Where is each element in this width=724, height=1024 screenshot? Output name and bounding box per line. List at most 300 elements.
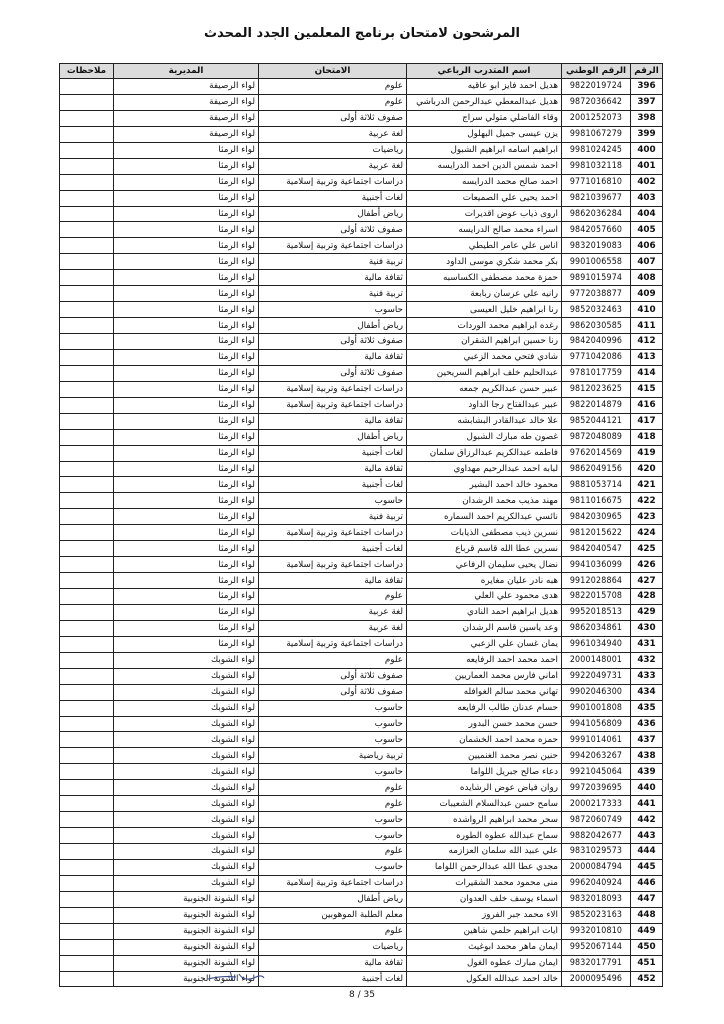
cell-notes [60, 334, 114, 350]
table-row [60, 79, 663, 95]
cell-national-id: 2000217333 [562, 796, 631, 812]
cell-num: 430 [631, 620, 663, 636]
cell-num: 396 [631, 79, 663, 95]
cell-notes [60, 668, 114, 684]
cell-notes [60, 142, 114, 158]
cell-num: 401 [631, 158, 663, 174]
cell-national-id: 2000148001 [562, 652, 631, 668]
cell-exam: حاسوب [259, 700, 407, 716]
table-body [60, 79, 663, 987]
cell-notes [60, 844, 114, 860]
table-row [60, 142, 663, 158]
table-row [60, 110, 663, 126]
table-row [60, 174, 663, 190]
table-row [60, 158, 663, 174]
cell-num: 451 [631, 955, 663, 971]
cell-directorate: لواء الشوبك [114, 716, 259, 732]
cell-name: رغده ابراهيم محمد الوردات [407, 318, 562, 334]
cell-national-id: 9852044121 [562, 413, 631, 429]
cell-exam: صفوف ثلاثة أولى [259, 334, 407, 350]
cell-exam: حاسوب [259, 828, 407, 844]
cell-notes [60, 828, 114, 844]
cell-national-id: 9902046300 [562, 684, 631, 700]
cell-exam: لغة عربية [259, 604, 407, 620]
cell-name: احمد محمد احمد الرفايعه [407, 652, 562, 668]
table-row [60, 955, 663, 971]
cell-notes [60, 525, 114, 541]
header-name: اسم المتدرب الرباعي [407, 64, 562, 79]
cell-num: 422 [631, 493, 663, 509]
cell-national-id: 9831029573 [562, 844, 631, 860]
cell-exam: صفوف ثلاثة أولى [259, 110, 407, 126]
cell-national-id: 2000095496 [562, 971, 631, 987]
cell-directorate: لواء الرمثا [114, 206, 259, 222]
cell-exam: ثقافة مالية [259, 413, 407, 429]
cell-notes [60, 891, 114, 907]
cell-exam: تربية فنية [259, 286, 407, 302]
cell-notes [60, 589, 114, 605]
cell-national-id: 9891015974 [562, 270, 631, 286]
cell-num: 449 [631, 923, 663, 939]
cell-national-id: 9872036642 [562, 94, 631, 110]
cell-directorate: لواء الرمثا [114, 381, 259, 397]
cell-directorate: لواء الشوبك [114, 652, 259, 668]
cell-national-id: 9942063267 [562, 748, 631, 764]
cell-national-id: 9972039695 [562, 780, 631, 796]
cell-directorate: لواء الرمثا [114, 190, 259, 206]
cell-name: احمد يحيى علي الصميعات [407, 190, 562, 206]
table-row [60, 126, 663, 142]
cell-notes [60, 190, 114, 206]
cell-exam: دراسات اجتماعية وتربية إسلامية [259, 397, 407, 413]
cell-name: حنين نصر محمد الغنميين [407, 748, 562, 764]
cell-directorate: لواء الرمثا [114, 222, 259, 238]
cell-notes [60, 94, 114, 110]
cell-name: اماني فارس محمد العماريين [407, 668, 562, 684]
cell-exam: ثقافة مالية [259, 270, 407, 286]
table-row [60, 206, 663, 222]
table-row [60, 764, 663, 780]
cell-num: 415 [631, 381, 663, 397]
cell-national-id: 9852023163 [562, 907, 631, 923]
cell-name: روان فياض عوض الرشايده [407, 780, 562, 796]
cell-national-id: 9852032463 [562, 302, 631, 318]
cell-num: 411 [631, 318, 663, 334]
table-row [60, 589, 663, 605]
cell-exam: دراسات اجتماعية وتربية إسلامية [259, 557, 407, 573]
cell-num: 445 [631, 859, 663, 875]
cell-name: علي عبيد الله سلمان العزازمه [407, 844, 562, 860]
cell-num: 410 [631, 302, 663, 318]
cell-directorate: لواء الرمثا [114, 636, 259, 652]
cell-directorate: لواء الرمثا [114, 461, 259, 477]
cell-directorate: لواء الرمثا [114, 541, 259, 557]
cell-directorate: لواء الرمثا [114, 142, 259, 158]
cell-directorate: لواء الرمثا [114, 270, 259, 286]
cell-name: شادي فتحي محمد الزعبي [407, 349, 562, 365]
cell-exam: رياضيات [259, 939, 407, 955]
table-row [60, 604, 663, 620]
cell-num: 407 [631, 254, 663, 270]
cell-notes [60, 573, 114, 589]
cell-notes [60, 222, 114, 238]
cell-directorate: لواء الشونة الجنوبية [114, 923, 259, 939]
cell-national-id: 9781017759 [562, 365, 631, 381]
cell-notes [60, 780, 114, 796]
table-row [60, 461, 663, 477]
cell-directorate: لواء الرمثا [114, 365, 259, 381]
cell-directorate: لواء الرمثا [114, 573, 259, 589]
cell-notes [60, 445, 114, 461]
cell-name: علا خالد عبدالقادر البشابشه [407, 413, 562, 429]
cell-notes [60, 349, 114, 365]
cell-national-id: 9981024245 [562, 142, 631, 158]
cell-num: 424 [631, 525, 663, 541]
cell-notes [60, 158, 114, 174]
cell-name: نسرين ذيب مصطفى الذيابات [407, 525, 562, 541]
cell-national-id: 2000084794 [562, 859, 631, 875]
cell-notes [60, 923, 114, 939]
cell-national-id: 9842040996 [562, 334, 631, 350]
cell-name: رانيه علي عرسان ربابعة [407, 286, 562, 302]
cell-exam: حاسوب [259, 732, 407, 748]
cell-num: 421 [631, 477, 663, 493]
cell-national-id: 9832019083 [562, 238, 631, 254]
cell-exam: لغات أجنبية [259, 190, 407, 206]
cell-notes [60, 397, 114, 413]
cell-notes [60, 907, 114, 923]
cell-directorate: لواء الرمثا [114, 477, 259, 493]
cell-notes [60, 875, 114, 891]
cell-directorate: لواء الرمثا [114, 302, 259, 318]
cell-directorate: لواء الرمثا [114, 620, 259, 636]
cell-num: 399 [631, 126, 663, 142]
table-row [60, 365, 663, 381]
cell-name: سامح حسن عبدالسلام الشعيبات [407, 796, 562, 812]
cell-national-id: 9862030585 [562, 318, 631, 334]
cell-directorate: لواء الشوبك [114, 684, 259, 700]
cell-name: دعاء صالح جبريل اللواما [407, 764, 562, 780]
cell-name: هبه نادر عليان مغايره [407, 573, 562, 589]
table-row [60, 748, 663, 764]
header-notes: ملاحظات [60, 64, 114, 79]
cell-national-id: 9822015708 [562, 589, 631, 605]
cell-directorate: لواء الرمثا [114, 174, 259, 190]
page-number: 8 / 35 [349, 990, 375, 1000]
cell-num: 402 [631, 174, 663, 190]
cell-num: 436 [631, 716, 663, 732]
table-row [60, 828, 663, 844]
cell-num: 408 [631, 270, 663, 286]
cell-num: 433 [631, 668, 663, 684]
cell-name: ايات ابراهيم حلمي شاهين [407, 923, 562, 939]
table-row [60, 620, 663, 636]
cell-num: 446 [631, 875, 663, 891]
table-row [60, 668, 663, 684]
cell-notes [60, 381, 114, 397]
cell-num: 409 [631, 286, 663, 302]
table-row [60, 334, 663, 350]
table-row [60, 94, 663, 110]
table-row [60, 190, 663, 206]
cell-name: اسماء يوسف خلف العدوان [407, 891, 562, 907]
cell-notes [60, 859, 114, 875]
cell-exam: دراسات اجتماعية وتربية إسلامية [259, 525, 407, 541]
cell-exam: تربية رياضية [259, 748, 407, 764]
cell-num: 438 [631, 748, 663, 764]
cell-name: رنا حسين ابراهيم الشقران [407, 334, 562, 350]
cell-name: رنا ابراهيم خليل العيسى [407, 302, 562, 318]
cell-directorate: لواء الرمثا [114, 158, 259, 174]
cell-directorate: لواء الشونة الجنوبية [114, 939, 259, 955]
cell-national-id: 9882042677 [562, 828, 631, 844]
table-row [60, 971, 663, 987]
table-row [60, 573, 663, 589]
cell-directorate: لواء الرصيفة [114, 94, 259, 110]
cell-name: الاء محمد جبر الفروز [407, 907, 562, 923]
cell-notes [60, 254, 114, 270]
cell-directorate: لواء الرمثا [114, 238, 259, 254]
cell-directorate: لواء الرمثا [114, 589, 259, 605]
cell-num: 432 [631, 652, 663, 668]
cell-name: حسن محمد حسن البدور [407, 716, 562, 732]
cell-exam: رياضيات [259, 142, 407, 158]
cell-directorate: لواء الشوبك [114, 796, 259, 812]
cell-num: 417 [631, 413, 663, 429]
cell-exam: حاسوب [259, 859, 407, 875]
cell-num: 425 [631, 541, 663, 557]
cell-name: مهند مذيب محمد الرشدان [407, 493, 562, 509]
cell-directorate: لواء الشوبك [114, 764, 259, 780]
cell-exam: رياض أطفال [259, 891, 407, 907]
cell-exam: لغات أجنبية [259, 541, 407, 557]
cell-exam: حاسوب [259, 764, 407, 780]
header-directorate: المديرية [114, 64, 259, 79]
cell-national-id: 9771042086 [562, 349, 631, 365]
cell-national-id: 9991014061 [562, 732, 631, 748]
cell-num: 428 [631, 589, 663, 605]
cell-directorate: لواء الشوبك [114, 844, 259, 860]
cell-notes [60, 509, 114, 525]
cell-exam: علوم [259, 589, 407, 605]
cell-name: نائسي عبدالكريم احمد السماره [407, 509, 562, 525]
table-row [60, 270, 663, 286]
cell-exam: لغة عربية [259, 126, 407, 142]
table-row [60, 541, 663, 557]
cell-name: اناس علي عامر الطيطي [407, 238, 562, 254]
cell-num: 397 [631, 94, 663, 110]
cell-notes [60, 365, 114, 381]
table-row [60, 780, 663, 796]
table-row [60, 557, 663, 573]
table-row [60, 684, 663, 700]
cell-directorate: لواء الشوبك [114, 700, 259, 716]
cell-national-id: 9862049156 [562, 461, 631, 477]
table-row [60, 509, 663, 525]
cell-exam: حاسوب [259, 716, 407, 732]
table-row [60, 875, 663, 891]
cell-name: هدى محمود علي العلي [407, 589, 562, 605]
header-exam: الامتحان [259, 64, 407, 79]
cell-exam: رياض أطفال [259, 206, 407, 222]
cell-num: 441 [631, 796, 663, 812]
cell-exam: تربية فنية [259, 509, 407, 525]
cell-name: عبدالحليم خلف ابراهيم السريحين [407, 365, 562, 381]
cell-notes [60, 971, 114, 987]
cell-num: 426 [631, 557, 663, 573]
cell-exam: ثقافة مالية [259, 955, 407, 971]
cell-national-id: 9842030965 [562, 509, 631, 525]
table-row [60, 238, 663, 254]
table-row [60, 732, 663, 748]
cell-notes [60, 604, 114, 620]
cell-notes [60, 652, 114, 668]
cell-exam: دراسات اجتماعية وتربية إسلامية [259, 238, 407, 254]
cell-national-id: 9811016675 [562, 493, 631, 509]
cell-exam: تربية فنية [259, 254, 407, 270]
table-row [60, 844, 663, 860]
cell-directorate: لواء الرمثا [114, 349, 259, 365]
table-header-row [60, 64, 663, 79]
cell-national-id: 9832018093 [562, 891, 631, 907]
table-row [60, 859, 663, 875]
cell-national-id: 9842040547 [562, 541, 631, 557]
cell-notes [60, 493, 114, 509]
cell-name: فاطمه عبدالكريم عبدالرزاق سلمان [407, 445, 562, 461]
cell-name: غصون طه مبارك الشبول [407, 429, 562, 445]
table-row [60, 891, 663, 907]
cell-num: 439 [631, 764, 663, 780]
cell-exam: معلم الطلبة الموهوبين [259, 907, 407, 923]
cell-name: عبير عبدالفتاح رجا الداود [407, 397, 562, 413]
cell-national-id: 9941036099 [562, 557, 631, 573]
cell-name: احمد صالح محمد الدرايسه [407, 174, 562, 190]
cell-directorate: لواء الرمثا [114, 397, 259, 413]
cell-exam: علوم [259, 780, 407, 796]
cell-name: نضال يحيى سليمان الرفاعي [407, 557, 562, 573]
cell-national-id: 9941056809 [562, 716, 631, 732]
cell-notes [60, 716, 114, 732]
cell-num: 403 [631, 190, 663, 206]
cell-notes [60, 461, 114, 477]
cell-national-id: 9961034940 [562, 636, 631, 652]
cell-name: لبابه احمد عبدالرحيم مهداوي [407, 461, 562, 477]
table-row [60, 493, 663, 509]
cell-name: مجدي عطا الله عبدالرحمن اللواما [407, 859, 562, 875]
cell-exam: صفوف ثلاثة أولى [259, 668, 407, 684]
cell-num: 414 [631, 365, 663, 381]
cell-notes [60, 174, 114, 190]
cell-directorate: لواء الشوبك [114, 732, 259, 748]
cell-national-id: 9912028864 [562, 573, 631, 589]
cell-exam: لغات أجنبية [259, 971, 407, 987]
cell-notes [60, 477, 114, 493]
cell-national-id: 9881053714 [562, 477, 631, 493]
cell-directorate: لواء الشوبك [114, 828, 259, 844]
cell-num: 431 [631, 636, 663, 652]
cell-num: 405 [631, 222, 663, 238]
cell-exam: علوم [259, 94, 407, 110]
cell-name: عبير حسن عبدالكريم جمعه [407, 381, 562, 397]
cell-notes [60, 684, 114, 700]
cell-name: ابراهيم اسامه ابراهيم الشبول [407, 142, 562, 158]
cell-name: يمان غسان علي الزعبي [407, 636, 562, 652]
cell-notes [60, 541, 114, 557]
cell-name: محمود خالد احمد البشير [407, 477, 562, 493]
cell-national-id: 9981032118 [562, 158, 631, 174]
cell-num: 450 [631, 939, 663, 955]
cell-num: 406 [631, 238, 663, 254]
cell-directorate: لواء الرمثا [114, 525, 259, 541]
candidates-table [59, 63, 663, 987]
cell-exam: صفوف ثلاثة أولى [259, 365, 407, 381]
cell-name: منى محمود محمد الشقيرات [407, 875, 562, 891]
cell-directorate: لواء الرصيفة [114, 110, 259, 126]
cell-num: 427 [631, 573, 663, 589]
cell-notes [60, 79, 114, 95]
table-row [60, 318, 663, 334]
cell-name: حسام عدنان طالب الرفايعه [407, 700, 562, 716]
cell-name: وقاء الفاضلي متولي سراج [407, 110, 562, 126]
cell-exam: علوم [259, 652, 407, 668]
cell-exam: لغات أجنبية [259, 477, 407, 493]
table-row [60, 381, 663, 397]
table-row [60, 907, 663, 923]
cell-directorate: لواء الرمثا [114, 429, 259, 445]
cell-exam: لغة عربية [259, 158, 407, 174]
cell-num: 418 [631, 429, 663, 445]
cell-national-id: 9842057660 [562, 222, 631, 238]
cell-exam: ثقافة مالية [259, 573, 407, 589]
cell-exam: ثقافة مالية [259, 461, 407, 477]
cell-directorate: لواء الشوبك [114, 748, 259, 764]
cell-num: 440 [631, 780, 663, 796]
table-row [60, 222, 663, 238]
cell-directorate: لواء الشوبك [114, 668, 259, 684]
table-row [60, 254, 663, 270]
table-row [60, 286, 663, 302]
cell-notes [60, 700, 114, 716]
cell-name: وعد ياسين قاسم الرشدان [407, 620, 562, 636]
cell-directorate: لواء الشونة الجنوبية [114, 891, 259, 907]
table-row [60, 636, 663, 652]
cell-notes [60, 796, 114, 812]
cell-directorate: لواء الرمثا [114, 509, 259, 525]
table-row [60, 413, 663, 429]
cell-notes [60, 812, 114, 828]
cell-name: هديل عبدالمعطي عبدالرحمن الدرباشي [407, 94, 562, 110]
header-national-id: الرقم الوطني [562, 64, 631, 79]
cell-num: 398 [631, 110, 663, 126]
cell-national-id: 9821039677 [562, 190, 631, 206]
cell-exam: علوم [259, 796, 407, 812]
cell-exam: علوم [259, 923, 407, 939]
table-row [60, 397, 663, 413]
cell-exam: علوم [259, 79, 407, 95]
cell-exam: لغات أجنبية [259, 445, 407, 461]
cell-notes [60, 206, 114, 222]
cell-num: 412 [631, 334, 663, 350]
cell-notes [60, 429, 114, 445]
cell-num: 404 [631, 206, 663, 222]
cell-directorate: لواء الرمثا [114, 334, 259, 350]
cell-national-id: 9872048089 [562, 429, 631, 445]
cell-national-id: 9952067144 [562, 939, 631, 955]
cell-num: 442 [631, 812, 663, 828]
cell-national-id: 9932010810 [562, 923, 631, 939]
cell-name: احمد شمس الدين احمد الدرايسه [407, 158, 562, 174]
table-row [60, 477, 663, 493]
